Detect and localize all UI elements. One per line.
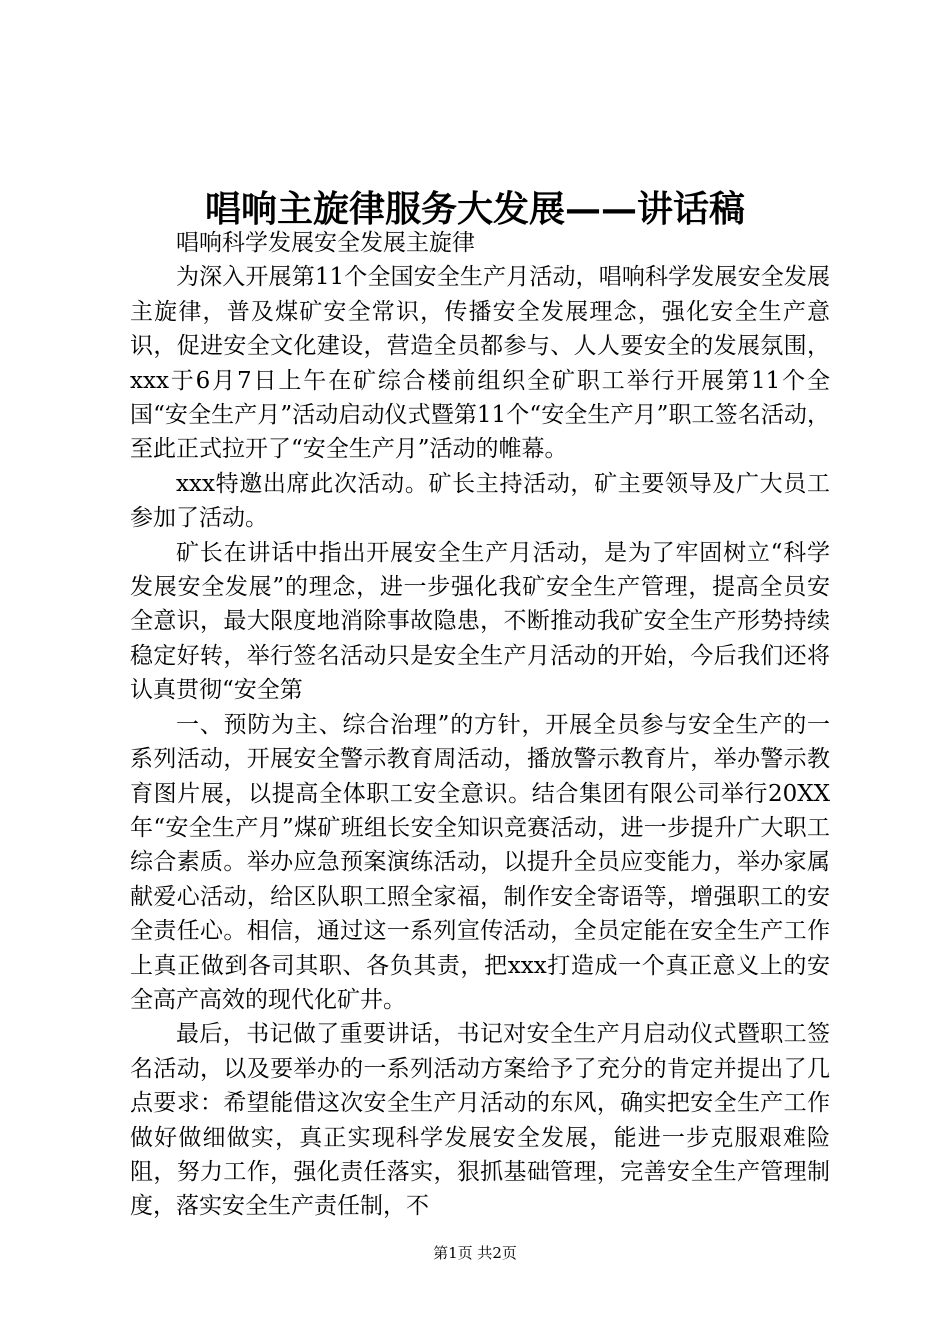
page-footer: 第1页 共2页 [433, 1244, 517, 1262]
body-paragraph: xxx特邀出席此次活动。矿长主持活动，矿主要领导及广大员工参加了活动。 [130, 470, 830, 532]
body-paragraph: 矿长在讲话中指出开展安全生产月活动，是为了牢固树立“科学发展安全发展”的理念，进一步强化我矿安全生产管理，提高全员安全意识，最大限度地消除事故隐患，不断推动我矿安全生产形势持续稳定好转，举行签名活动只是安全生产月活动的开始，今后我们还将认真贯彻“安全第 [130, 539, 830, 704]
body-paragraph: 一、预防为主、综合治理”的方针，开展全员参与安全生产的一系列活动，开展安全警示教育周活动，播放警示教育片，举办警示教育图片展，以提高全体职工安全意识。结合集团有限公司举行20XX年“安全生产月”煤矿班组长安全知识竞赛活动，进一步提升广大职工综合素质。举办应急预案演练活动，以提升全员应变能力，举办家属献爱心活动，给区队职工照全家福，制作安全寄语等，增强职工的安全责任心。相信，通过这一系列宣传活动，全员定能在安全生产工作上真正做到各司其职、各负其责，把xxx打造成一个真正意义上的安全高产高效的现代化矿井。 [130, 711, 830, 1013]
document-title: 唱响主旋律服务大发展——讲话稿 [204, 188, 745, 230]
body-paragraph: 为深入开展第11个全国安全生产月活动，唱响科学发展安全发展主旋律，普及煤矿安全常识，传播安全发展理念，强化安全生产意识，促进安全文化建设，营造全员都参与、人人要安全的发展氛围，xxx于6月7日上午在矿综合楼前组织全矿职工举行开展第11个全国“安全生产月”活动启动仪式暨第11个“安全生产月”职工签名活动，至此正式拉开了“安全生产月”活动的帷幕。 [130, 264, 830, 463]
document-body [130, 226, 830, 1224]
body-paragraph: 唱响科学发展安全发展主旋律 [176, 230, 475, 256]
body-paragraph: 最后，书记做了重要讲话，书记对安全生产月启动仪式暨职工签名活动，以及要举办的一系列活动方案给予了充分的肯定并提出了几点要求：希望能借这次安全生产月活动的东风，确实把安全生产工作做好做细做实，真正实现科学发展安全发展，能进一步克服艰难险阻，努力工作，强化责任落实，狠抓基础管理，完善安全生产管理制度，落实安全生产责任制，不 [130, 1021, 830, 1220]
